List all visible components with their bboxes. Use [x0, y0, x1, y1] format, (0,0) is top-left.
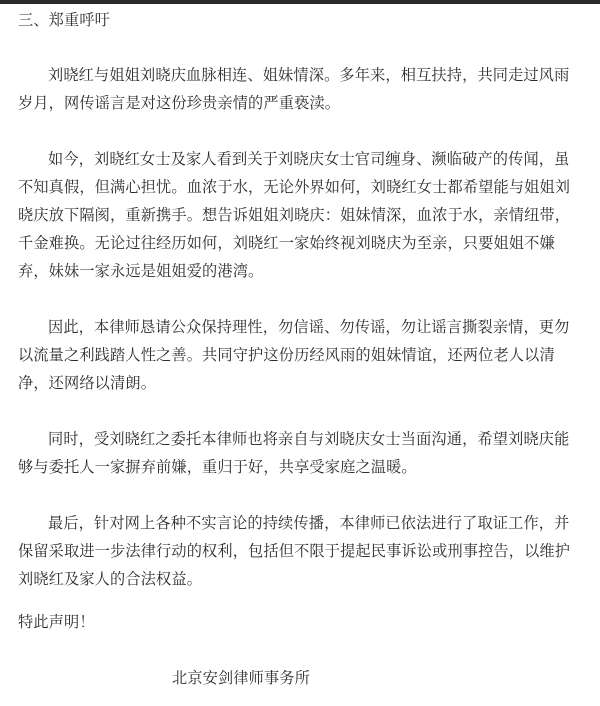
paragraph-2-line-5: 弃，妹妹一家永远是姐姐爱的港湾。: [18, 262, 264, 280]
paragraph-4-line-2: 够与委托人一家摒弃前嫌，重归于好，共享受家庭之温暖。: [18, 458, 417, 476]
paragraph-1-line-2: 岁月，网传谣言是对这份珍贵亲情的严重亵渎。: [18, 94, 341, 112]
paragraph-2-line-2: 不知真假，但满心担忧。血浓于水，无论外界如何，刘晓红女士都希望能与姐姐刘: [18, 178, 571, 196]
section-heading: 三、郑重呼吁: [18, 11, 111, 29]
paragraph-3-line-2: 以流量之利践踏人性之善。共同守护这份历经风雨的姐妹情谊，还两位老人以清: [18, 346, 555, 364]
paragraph-5-line-2: 保留采取进一步法律行动的权利，包括但不限于提起民事诉讼或刑事控告，以维护: [18, 542, 571, 560]
paragraph-2-line-3: 晓庆放下隔阂，重新携手。想告诉姐姐刘晓庆：姐妹情深，血浓于水，亲情纽带，: [18, 206, 571, 224]
paragraph-3-line-3: 净，还网络以清朗。: [18, 374, 157, 392]
paragraph-1-line-1: 刘晓红与姐姐刘晓庆血脉相连、姐妹情深。多年来，相互扶持，共同走过风雨: [48, 66, 570, 84]
paragraph-4-line-1: 同时，受刘晓红之委托本律师也将亲自与刘晓庆女士当面沟通，希望刘晓庆能: [48, 430, 570, 448]
paragraph-2-line-4: 千金难换。无论过往经历如何，刘晓红一家始终视刘晓庆为至亲，只要姐姐不嫌: [18, 234, 555, 252]
paragraph-2-line-1: 如今，刘晓红女士及家人看到关于刘晓庆女士官司缠身、濒临破产的传闻，虽: [48, 150, 570, 168]
law-firm-signature: 北京安剑律师事务所: [172, 669, 311, 687]
paragraph-5-line-3: 刘晓红及家人的合法权益。: [18, 570, 203, 588]
paragraph-3-line-1: 因此，本律师恳请公众保持理性，勿信谣、勿传谣，勿让谣言撕裂亲情，更勿: [48, 318, 570, 336]
closing-statement: 特此声明！: [18, 613, 95, 631]
paragraph-5-line-1: 最后，针对网上各种不实言论的持续传播，本律师已依法进行了取证工作，并: [48, 514, 570, 532]
